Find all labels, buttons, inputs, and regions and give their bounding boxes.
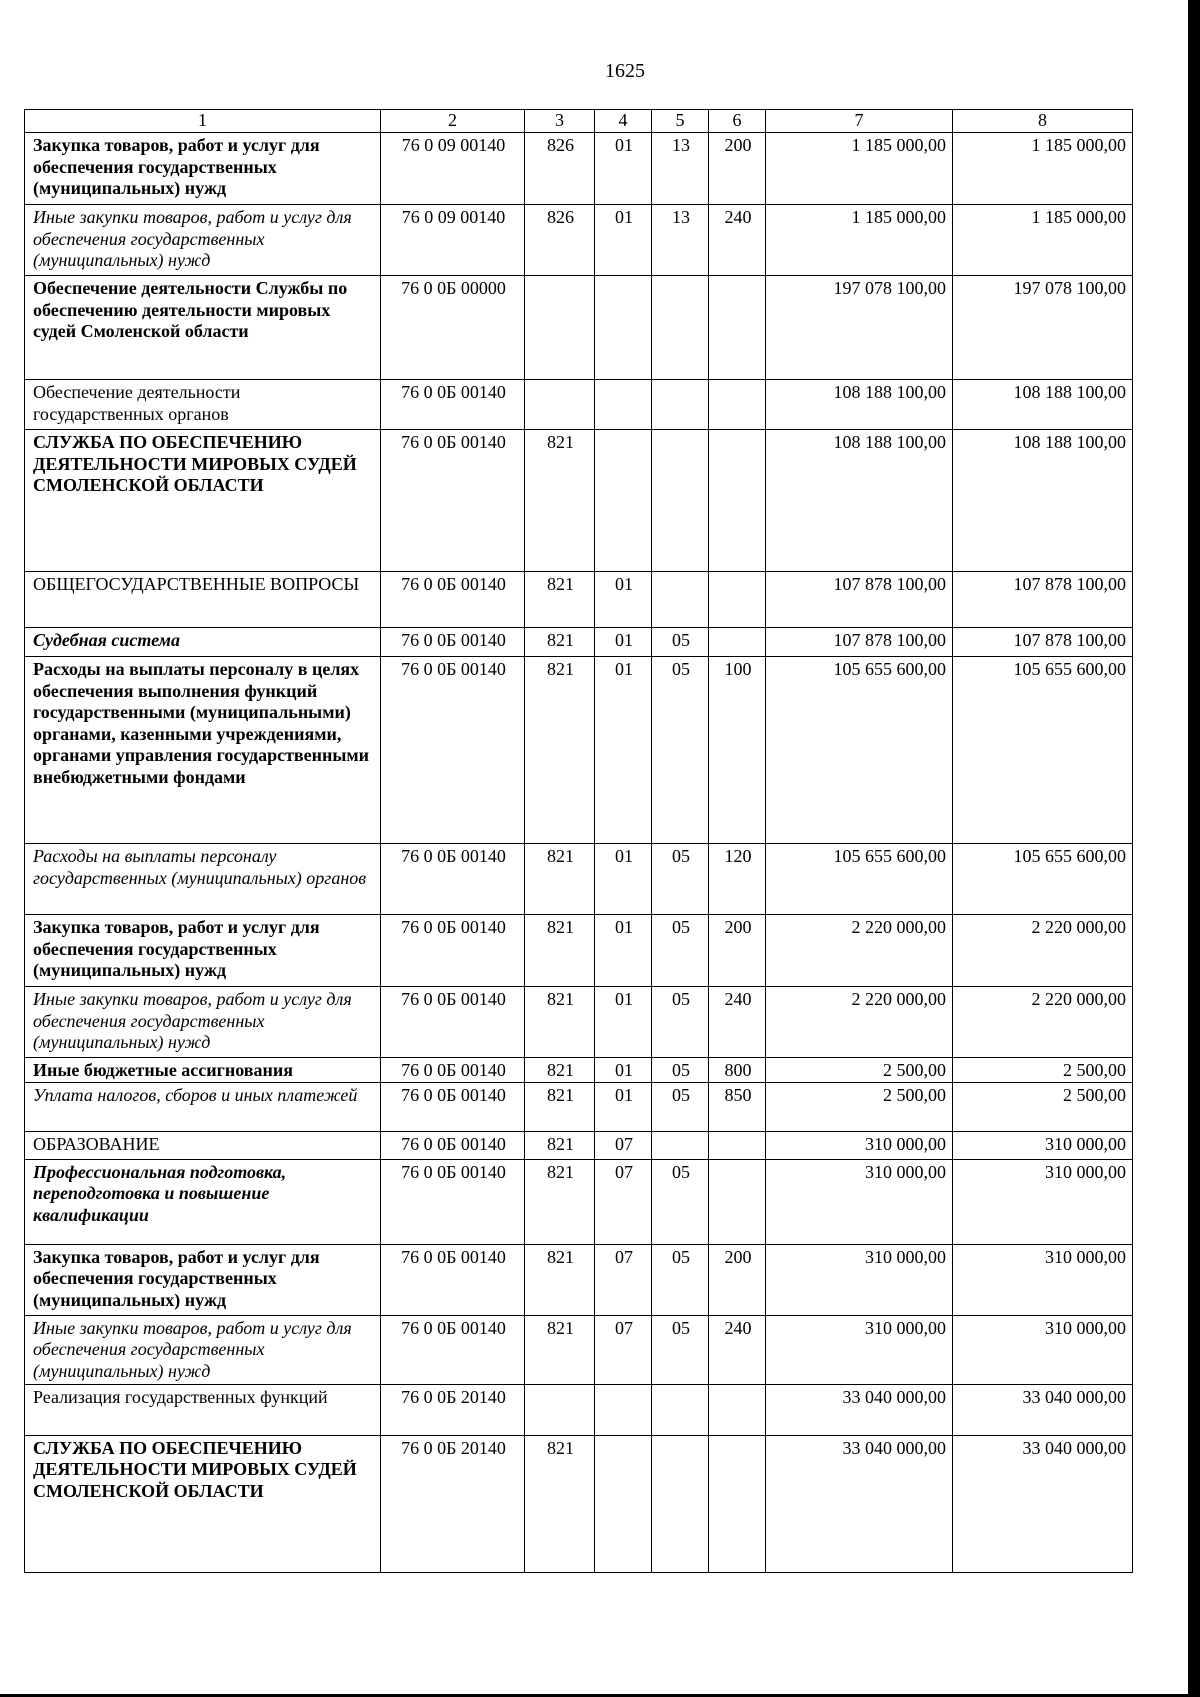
ministry-code-cell: 821 [525, 657, 595, 844]
table-row [25, 430, 1133, 572]
section-code-cell [595, 430, 652, 572]
amount-year-1-cell: 107 878 100,00 [766, 628, 953, 657]
target-article-code-cell: 76 0 0Б 20140 [381, 1435, 525, 1572]
table-row [25, 1384, 1133, 1435]
expense-type-code-cell: 200 [709, 133, 766, 205]
ministry-code-cell: 821 [525, 1244, 595, 1315]
subsection-code-cell: 05 [652, 657, 709, 844]
column-header: 1 [25, 110, 381, 133]
expense-type-code-cell [709, 1384, 766, 1435]
table-row [25, 205, 1133, 276]
expense-type-code-cell [709, 628, 766, 657]
amount-year-1-cell: 1 185 000,00 [766, 205, 953, 276]
amount-year-2-cell: 197 078 100,00 [953, 276, 1133, 380]
amount-year-2-cell: 310 000,00 [953, 1244, 1133, 1315]
expense-type-code-cell [709, 276, 766, 380]
section-code-cell: 01 [595, 657, 652, 844]
section-code-cell: 01 [595, 133, 652, 205]
expense-type-code-cell: 120 [709, 844, 766, 915]
row-name-cell: Иные бюджетные ассигнования [25, 1058, 381, 1083]
target-article-code-cell: 76 0 0Б 00140 [381, 987, 525, 1058]
amount-year-2-cell: 310 000,00 [953, 1159, 1133, 1244]
amount-year-1-cell: 310 000,00 [766, 1159, 953, 1244]
row-name-cell: Обеспечение деятельности Службы по обеспечению деятельности мировых судей Смоленской области [25, 276, 381, 380]
section-code-cell: 01 [595, 572, 652, 628]
ministry-code-cell: 821 [525, 1082, 595, 1131]
column-header: 7 [766, 110, 953, 133]
target-article-code-cell: 76 0 09 00140 [381, 205, 525, 276]
target-article-code-cell: 76 0 0Б 00140 [381, 844, 525, 915]
section-code-cell [595, 276, 652, 380]
ministry-code-cell: 826 [525, 205, 595, 276]
row-name-cell: Реализация государственных функций [25, 1384, 381, 1435]
table-row [25, 1435, 1133, 1572]
subsection-code-cell: 05 [652, 1315, 709, 1384]
page-number: 1625 [605, 60, 645, 82]
target-article-code-cell: 76 0 0Б 00140 [381, 1244, 525, 1315]
scan-edge-right [1188, 0, 1200, 1697]
amount-year-2-cell: 1 185 000,00 [953, 133, 1133, 205]
ministry-code-cell: 821 [525, 844, 595, 915]
row-name-cell: ОБРАЗОВАНИЕ [25, 1131, 381, 1159]
amount-year-2-cell: 2 500,00 [953, 1082, 1133, 1131]
budget-table [24, 109, 1133, 1573]
amount-year-1-cell: 1 185 000,00 [766, 133, 953, 205]
subsection-code-cell: 05 [652, 987, 709, 1058]
amount-year-2-cell: 108 188 100,00 [953, 430, 1133, 572]
column-header: 8 [953, 110, 1133, 133]
table-row [25, 628, 1133, 657]
ministry-code-cell [525, 276, 595, 380]
ministry-code-cell: 821 [525, 430, 595, 572]
table-row [25, 1082, 1133, 1131]
amount-year-1-cell: 2 500,00 [766, 1082, 953, 1131]
table-row [25, 657, 1133, 844]
subsection-code-cell: 05 [652, 1244, 709, 1315]
header-row [25, 110, 1133, 133]
amount-year-1-cell: 33 040 000,00 [766, 1384, 953, 1435]
row-name-cell: ОБЩЕГОСУДАРСТВЕННЫЕ ВОПРОСЫ [25, 572, 381, 628]
target-article-code-cell: 76 0 0Б 00140 [381, 657, 525, 844]
column-header: 2 [381, 110, 525, 133]
section-code-cell: 01 [595, 1058, 652, 1083]
amount-year-1-cell: 2 220 000,00 [766, 987, 953, 1058]
target-article-code-cell: 76 0 09 00140 [381, 133, 525, 205]
section-code-cell [595, 1384, 652, 1435]
row-name-cell: Закупка товаров, работ и услуг для обеспечения государственных (муниципальных) нужд [25, 133, 381, 205]
table-row [25, 1058, 1133, 1083]
table-row [25, 133, 1133, 205]
amount-year-2-cell: 108 188 100,00 [953, 380, 1133, 430]
expense-type-code-cell: 240 [709, 1315, 766, 1384]
subsection-code-cell: 05 [652, 1159, 709, 1244]
amount-year-2-cell: 2 500,00 [953, 1058, 1133, 1083]
amount-year-1-cell: 197 078 100,00 [766, 276, 953, 380]
table-row [25, 1244, 1133, 1315]
row-name-cell: Обеспечение деятельности государственных органов [25, 380, 381, 430]
ministry-code-cell [525, 1384, 595, 1435]
subsection-code-cell: 13 [652, 133, 709, 205]
ministry-code-cell: 821 [525, 1435, 595, 1572]
subsection-code-cell: 05 [652, 1058, 709, 1083]
table-row [25, 380, 1133, 430]
ministry-code-cell: 826 [525, 133, 595, 205]
amount-year-2-cell: 33 040 000,00 [953, 1435, 1133, 1572]
expense-type-code-cell [709, 430, 766, 572]
expense-type-code-cell: 200 [709, 1244, 766, 1315]
section-code-cell: 01 [595, 205, 652, 276]
section-code-cell: 01 [595, 1082, 652, 1131]
ministry-code-cell: 821 [525, 987, 595, 1058]
subsection-code-cell: 05 [652, 915, 709, 987]
table-row [25, 276, 1133, 380]
expense-type-code-cell [709, 572, 766, 628]
section-code-cell: 07 [595, 1315, 652, 1384]
row-name-cell: Судебная система [25, 628, 381, 657]
amount-year-1-cell: 2 220 000,00 [766, 915, 953, 987]
column-header: 5 [652, 110, 709, 133]
table-row [25, 844, 1133, 915]
expense-type-code-cell: 850 [709, 1082, 766, 1131]
section-code-cell: 07 [595, 1131, 652, 1159]
target-article-code-cell: 76 0 0Б 20140 [381, 1384, 525, 1435]
amount-year-1-cell: 310 000,00 [766, 1244, 953, 1315]
amount-year-2-cell: 105 655 600,00 [953, 657, 1133, 844]
amount-year-2-cell: 1 185 000,00 [953, 205, 1133, 276]
expense-type-code-cell [709, 1435, 766, 1572]
ministry-code-cell: 821 [525, 572, 595, 628]
target-article-code-cell: 76 0 0Б 00140 [381, 1131, 525, 1159]
table-row [25, 1315, 1133, 1384]
ministry-code-cell: 821 [525, 628, 595, 657]
amount-year-2-cell: 310 000,00 [953, 1131, 1133, 1159]
expense-type-code-cell: 800 [709, 1058, 766, 1083]
section-code-cell [595, 380, 652, 430]
expense-type-code-cell: 240 [709, 205, 766, 276]
row-name-cell: Профессиональная подготовка, переподготовка и повышение квалификации [25, 1159, 381, 1244]
ministry-code-cell: 821 [525, 1058, 595, 1083]
expense-type-code-cell [709, 1159, 766, 1244]
row-name-cell: СЛУЖБА ПО ОБЕСПЕЧЕНИЮ ДЕЯТЕЛЬНОСТИ МИРОВЫХ СУДЕЙ СМОЛЕНСКОЙ ОБЛАСТИ [25, 430, 381, 572]
subsection-code-cell: 13 [652, 205, 709, 276]
row-name-cell: Иные закупки товаров, работ и услуг для обеспечения государственных (муниципальных) нужд [25, 1315, 381, 1384]
target-article-code-cell: 76 0 0Б 00140 [381, 628, 525, 657]
target-article-code-cell: 76 0 0Б 00140 [381, 430, 525, 572]
amount-year-2-cell: 310 000,00 [953, 1315, 1133, 1384]
amount-year-1-cell: 108 188 100,00 [766, 430, 953, 572]
subsection-code-cell: 05 [652, 628, 709, 657]
subsection-code-cell [652, 1131, 709, 1159]
table-row [25, 987, 1133, 1058]
amount-year-1-cell: 108 188 100,00 [766, 380, 953, 430]
amount-year-1-cell: 310 000,00 [766, 1315, 953, 1384]
ministry-code-cell: 821 [525, 1159, 595, 1244]
section-code-cell [595, 1435, 652, 1572]
column-header: 3 [525, 110, 595, 133]
table-row [25, 1159, 1133, 1244]
expense-type-code-cell [709, 380, 766, 430]
amount-year-2-cell: 33 040 000,00 [953, 1384, 1133, 1435]
table-row [25, 1131, 1133, 1159]
section-code-cell: 01 [595, 915, 652, 987]
expense-type-code-cell: 200 [709, 915, 766, 987]
column-header: 4 [595, 110, 652, 133]
target-article-code-cell: 76 0 0Б 00000 [381, 276, 525, 380]
amount-year-1-cell: 310 000,00 [766, 1131, 953, 1159]
section-code-cell: 01 [595, 844, 652, 915]
section-code-cell: 07 [595, 1159, 652, 1244]
subsection-code-cell [652, 1384, 709, 1435]
ministry-code-cell [525, 380, 595, 430]
target-article-code-cell: 76 0 0Б 00140 [381, 915, 525, 987]
amount-year-2-cell: 2 220 000,00 [953, 987, 1133, 1058]
subsection-code-cell: 05 [652, 844, 709, 915]
section-code-cell: 07 [595, 1244, 652, 1315]
subsection-code-cell [652, 276, 709, 380]
amount-year-1-cell: 2 500,00 [766, 1058, 953, 1083]
subsection-code-cell [652, 1435, 709, 1572]
subsection-code-cell [652, 430, 709, 572]
amount-year-2-cell: 107 878 100,00 [953, 628, 1133, 657]
table-row [25, 915, 1133, 987]
target-article-code-cell: 76 0 0Б 00140 [381, 1315, 525, 1384]
column-header: 6 [709, 110, 766, 133]
section-code-cell: 01 [595, 987, 652, 1058]
row-name-cell: Закупка товаров, работ и услуг для обеспечения государственных (муниципальных) нужд [25, 915, 381, 987]
subsection-code-cell [652, 572, 709, 628]
target-article-code-cell: 76 0 0Б 00140 [381, 1159, 525, 1244]
row-name-cell: СЛУЖБА ПО ОБЕСПЕЧЕНИЮ ДЕЯТЕЛЬНОСТИ МИРОВЫХ СУДЕЙ СМОЛЕНСКОЙ ОБЛАСТИ [25, 1435, 381, 1572]
ministry-code-cell: 821 [525, 1131, 595, 1159]
amount-year-1-cell: 105 655 600,00 [766, 844, 953, 915]
table-row [25, 572, 1133, 628]
row-name-cell: Закупка товаров, работ и услуг для обеспечения государственных (муниципальных) нужд [25, 1244, 381, 1315]
target-article-code-cell: 76 0 0Б 00140 [381, 380, 525, 430]
expense-type-code-cell: 100 [709, 657, 766, 844]
row-name-cell: Иные закупки товаров, работ и услуг для обеспечения государственных (муниципальных) нужд [25, 987, 381, 1058]
row-name-cell: Расходы на выплаты персоналу в целях обеспечения выполнения функций государственными (муниципальными) органами, казенными учреждениями, органами управления государственными внебюджетными фондами [25, 657, 381, 844]
amount-year-1-cell: 107 878 100,00 [766, 572, 953, 628]
subsection-code-cell: 05 [652, 1082, 709, 1131]
amount-year-1-cell: 105 655 600,00 [766, 657, 953, 844]
section-code-cell: 01 [595, 628, 652, 657]
row-name-cell: Уплата налогов, сборов и иных платежей [25, 1082, 381, 1131]
row-name-cell: Иные закупки товаров, работ и услуг для обеспечения государственных (муниципальных) нужд [25, 205, 381, 276]
amount-year-2-cell: 107 878 100,00 [953, 572, 1133, 628]
target-article-code-cell: 76 0 0Б 00140 [381, 572, 525, 628]
expense-type-code-cell: 240 [709, 987, 766, 1058]
ministry-code-cell: 821 [525, 915, 595, 987]
expense-type-code-cell [709, 1131, 766, 1159]
row-name-cell: Расходы на выплаты персоналу государственных (муниципальных) органов [25, 844, 381, 915]
target-article-code-cell: 76 0 0Б 00140 [381, 1082, 525, 1131]
amount-year-2-cell: 2 220 000,00 [953, 915, 1133, 987]
ministry-code-cell: 821 [525, 1315, 595, 1384]
amount-year-1-cell: 33 040 000,00 [766, 1435, 953, 1572]
target-article-code-cell: 76 0 0Б 00140 [381, 1058, 525, 1083]
amount-year-2-cell: 105 655 600,00 [953, 844, 1133, 915]
subsection-code-cell [652, 380, 709, 430]
